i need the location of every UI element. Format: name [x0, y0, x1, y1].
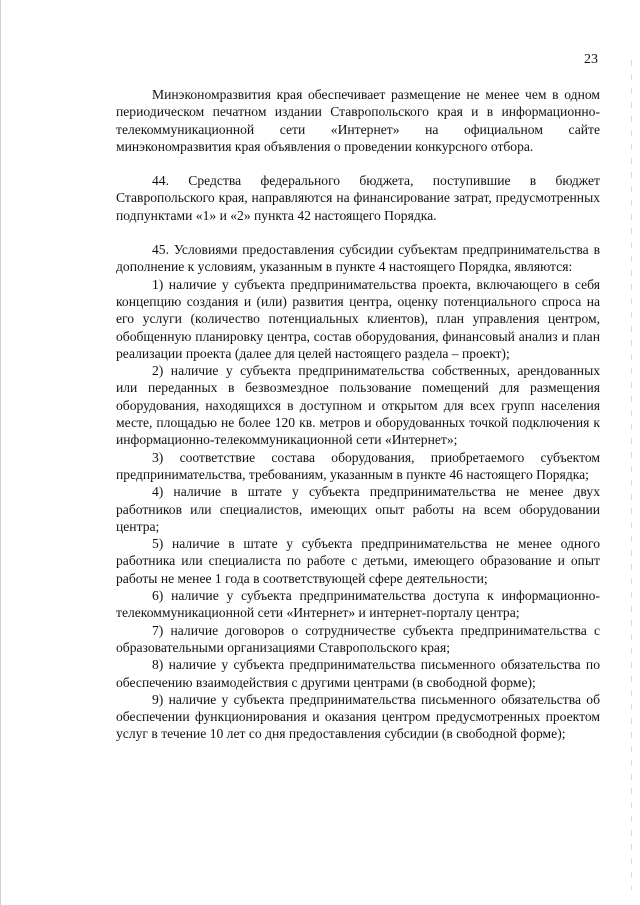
page-number: 23 — [584, 52, 598, 67]
list-item-5: 5) наличие в штате у субъекта предпринимательства не менее одного работника или специалиста по работе с детьми, имеющего образование и опыт работы не менее 1 года в соответствующей сфере деятельности; — [116, 536, 600, 586]
scan-left-edge — [0, 0, 1, 905]
paragraph-spacer — [116, 224, 600, 241]
list-item-7: 7) наличие договоров о сотрудничестве субъекта предпринимательства с образовательными организациями Ставропольского края; — [116, 622, 600, 655]
list-item-6: 6) наличие у субъекта предпринимательства доступа к информационно-телекоммуникационной сети «Интернет» и интернет-порталу центра; — [116, 588, 600, 621]
list-item-9: 9) наличие у субъекта предпринимательства письменного обязательства об обеспечении функционирования и оказания центром предусмотренных проектом услуг в течение 10 лет со дня предоставления субсидии (в свободной форме); — [116, 691, 600, 742]
paragraph-44: 44. Средства федерального бюджета, поступившие в бюджет Ставропольского края, направляются на финансирование затрат, предусмотренных подпунктами «1» и «2» пункта 42 настоящего Порядка. — [116, 173, 600, 223]
paragraph-45: 45. Условиями предоставления субсидии субъектам предпринимательства в дополнение к условиям, указанным в пункте 4 настоящего Порядка, являются: — [116, 242, 600, 275]
paragraph-spacer — [116, 155, 600, 172]
list-item-4: 4) наличие в штате у субъекта предпринимательства не менее двух работников или специалистов, имеющих опыт работы на всем оборудовании центра; — [116, 484, 600, 534]
paragraph-intro: Минэкономразвития края обеспечивает размещение не менее чем в одном периодическом печатном издании Ставропольского края и в информационно-телекоммуникационной сети «Интернет» на официальном сайте минэкономразвития края объявления о проведении конкурсного отбора. — [116, 87, 600, 154]
list-item-8: 8) наличие у субъекта предпринимательства письменного обязательства по обеспечению взаимодействия с другими центрами (в свободной форме); — [116, 657, 600, 690]
list-item-2: 2) наличие у субъекта предпринимательства собственных, арендованных или переданных в безвозмездное пользование помещений для размещения оборудования, находящихся в доступном и открытом для всех групп населения месте, площадью не более 120 кв. метров и оборудованных точкой подключения к информационно-телекоммуникационной сети «Интернет»; — [116, 363, 600, 448]
document-body — [116, 86, 600, 743]
list-item-3: 3) соответствие состава оборудования, приобретаемого субъектом предпринимательства, требованиям, указанным в пункте 46 настоящего Порядка; — [116, 449, 600, 482]
list-item-1: 1) наличие у субъекта предпринимательства проекта, включающего в себя концепцию создания и (или) развития центра, оценку потенциального спроса на его услуги (количество потенциальных клиентов), план управления центром, обобщенную планировку центра, состав оборудования, финансовый анализ и план реализации проекта (далее для целей настоящего раздела – проект); — [116, 276, 600, 361]
scan-right-edge — [631, 60, 632, 890]
